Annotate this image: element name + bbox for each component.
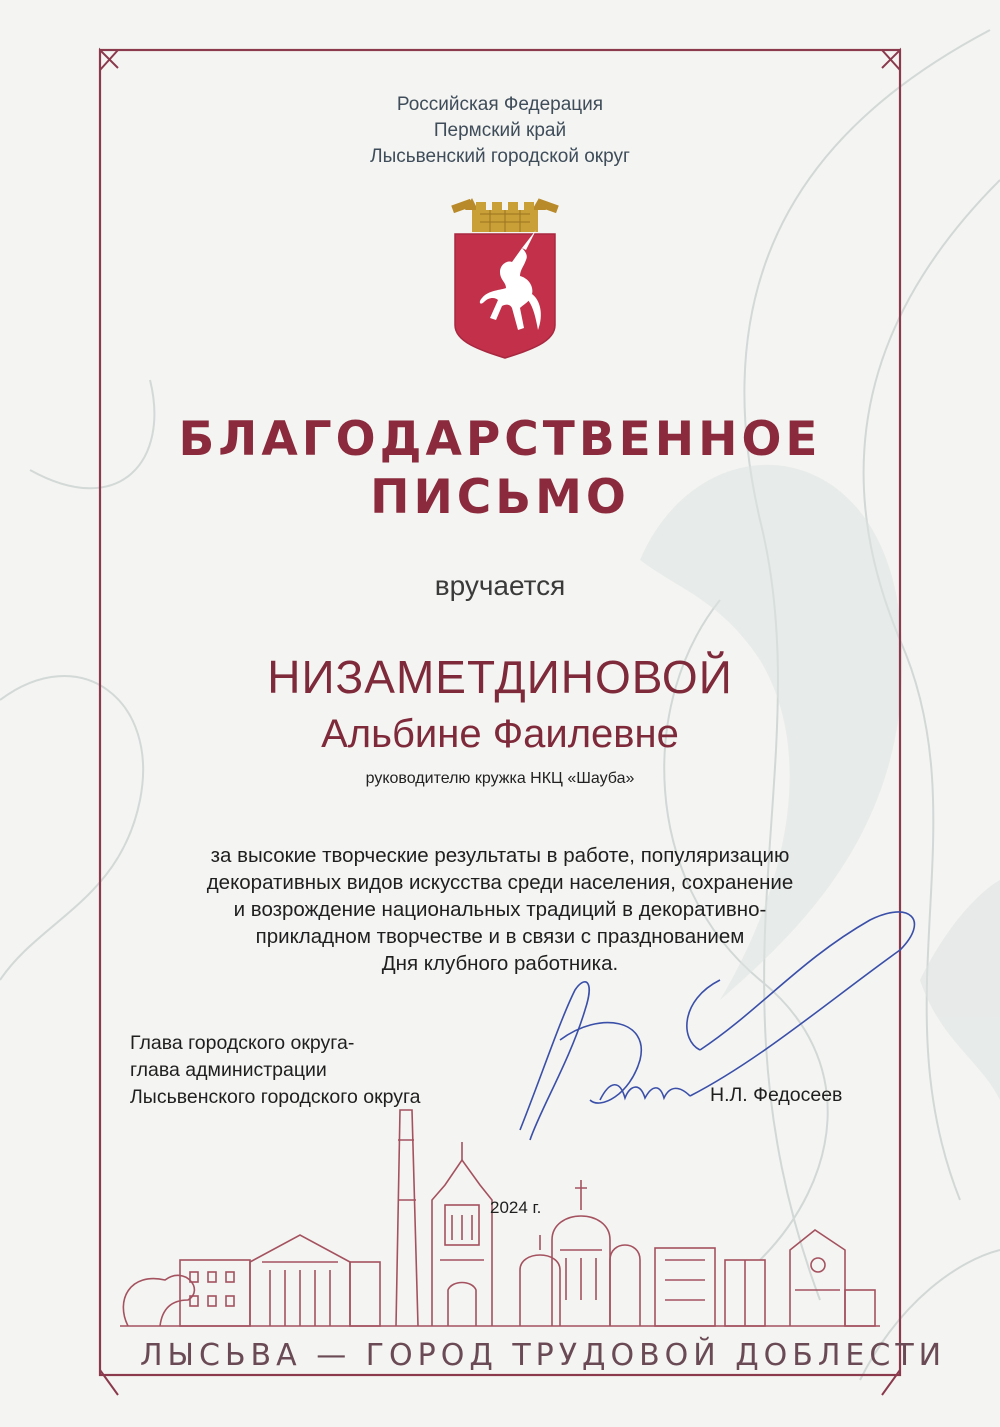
signer-title-line: Лысьвенского городского округа xyxy=(130,1086,421,1108)
signer-name: Н.Л. Федосеев xyxy=(710,1084,843,1106)
city-skyline-illustration xyxy=(120,1110,880,1326)
footer-slogan: ЛЫСЬВА — ГОРОД ТРУДОВОЙ ДОБЛЕСТИ xyxy=(140,1338,947,1373)
body-text-line: за высокие творческие результаты в работе, популяризацию xyxy=(210,844,790,867)
body-text-line: прикладном творчестве и в связи с празднованием xyxy=(255,925,745,948)
header-country: Российская Федерация xyxy=(396,94,604,115)
body-text-line: декоративных видов искусства среди населения, сохранение xyxy=(206,871,794,894)
document-title-line1: БЛАГОДАРСТВЕННОЕ xyxy=(178,412,822,467)
recipient-surname: НИЗАМЕТДИНОВОЙ xyxy=(267,651,733,703)
recipient-position: руководителю кружка НКЦ «Шауба» xyxy=(365,770,635,787)
body-text-line: Дня клубного работника. xyxy=(381,952,619,975)
body-text-line: и возрождение национальных традиций в декоративно- xyxy=(233,898,767,921)
presented-to-label: вручается xyxy=(434,570,566,601)
coat-of-arms-icon xyxy=(440,190,570,360)
signer-title-line: Глава городского округа- xyxy=(130,1032,355,1054)
header-district: Лысьвенский городской округ xyxy=(370,146,630,167)
signer-title-line: глава администрации xyxy=(130,1059,327,1081)
header-region: Пермский край xyxy=(433,120,567,141)
document-year: 2024 г. xyxy=(490,1198,542,1217)
document-title-line2: ПИСЬМО xyxy=(370,470,630,525)
crown-icon xyxy=(451,198,559,232)
frame-corner-notches xyxy=(100,50,900,70)
recipient-given-names: Альбине Фаилевне xyxy=(321,712,679,756)
